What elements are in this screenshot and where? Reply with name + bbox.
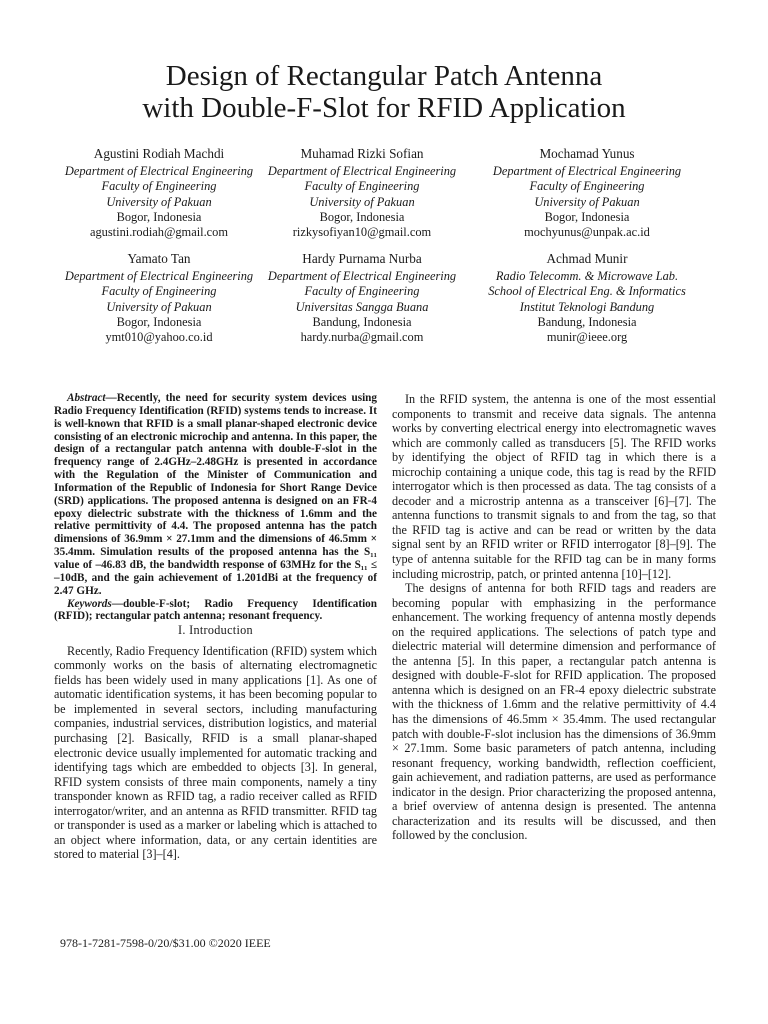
author-name: Hardy Purnama Nurba xyxy=(302,251,422,266)
keywords-label: Keywords xyxy=(67,597,112,610)
author-block xyxy=(247,146,477,240)
body-paragraph: In the RFID system, the antenna is one of the most essential components to transmit and receive data signals. The antenna works by converting electrical energy into electromagnetic waves which are commonly called as transducers [5]. The RFID works by identifying the object of RFID tag in which there is a microchip containing a unique code, this tag is read by the RFID interrogator which is then processed as data. The tag consists of a decoder and a microstrip antenna as a transceiver [6]–[7]. The antenna functions to transmit signals to and from the tag, so that the RFID tag is active and can be read or written by the data signal sent by an RFID writer or RFID interrogator [8]–[9]. The type of antenna suitable for the RFID tag can be in many forms including microstrip, patch, or printed antenna [10]–[12]. xyxy=(392,392,716,581)
author-university: University of Pakuan xyxy=(534,194,640,209)
author-department: Department of Electrical Engineering xyxy=(267,269,457,284)
author-block xyxy=(44,251,274,345)
author-name: Achmad Munir xyxy=(546,251,628,266)
abstract-text: —Recently, the need for security system devices using Radio Frequency Identification (RFID) systems tends to increase. It is well-known that RFID is a small planar-shaped electronic device consisting of an electronic microchip and antenna. In this paper, the design of a rectangular patch antenna with double-F-slot in the frequency range of 2.4GHz–2.48GHz is presented in accordance with the Regulation of the Minister of Communication and Information of the Republic of Indonesia for Short Range Device (SRD) applications. The proposed antenna is designed on an FR-4 epoxy dielectric substrate with the thickness of 1.6mm and the relative permittivity of 4.4. The proposed antenna has the patch dimensions of 36.9mm × 27.1mm and the dimensions of 46.5mm × 35.4mm. Simulation results of the proposed antenna has the S₁₁ value of –46.83 dB, the bandwidth response of 63MHz for the S₁₁ ≤ –10dB, and the gain achievement of 1.201dBi at the frequency of 2.47 GHz. xyxy=(54,392,378,597)
author-faculty: School of Electrical Eng. & Informatics xyxy=(488,284,686,299)
author-email: rizkysofiyan10@gmail.com xyxy=(292,225,432,240)
author-department: Department of Electrical Engineering xyxy=(64,164,254,179)
author-city: Bogor, Indonesia xyxy=(116,314,202,329)
author-email: agustini.rodiah@gmail.com xyxy=(89,225,229,240)
author-university: Institut Teknologi Bandung xyxy=(519,299,655,314)
author-faculty: Faculty of Engineering xyxy=(304,284,420,299)
author-department: Department of Electrical Engineering xyxy=(267,164,457,179)
author-faculty: Faculty of Engineering xyxy=(101,179,217,194)
author-faculty: Faculty of Engineering xyxy=(529,179,645,194)
author-department: Department of Electrical Engineering xyxy=(492,164,682,179)
body-paragraph: The designs of antenna for both RFID tags and readers are becoming popular with emphasizing in the performance enhancement. The working frequency of antenna mostly depends on the required applications. The selections of patch type and dielectric material will determine dimension and performance of the antenna [5]. In this paper, a rectangular patch antenna is designed with double-F-slot for RFID application. The proposed antenna which is designed on an FR-4 epoxy dielectric substrate with the thickness of 1.6mm and the relative permittivity of 4.4 has the dimensions of 46.5mm × 35.4mm. The used rectangular patch with double-F-slot inclusion has the dimensions of 36.9mm × 27.1mm. Some basic parameters of patch antenna, including resonant frequency, working bandwidth, reflection coefficient, gain achievement, and radiation patterns, are used as performance indicator in the design. Prior characterizing the proposed antenna, a brief overview of antenna design is presented. The antenna characterization and its results will be discussed, and then followed by the conclusion. xyxy=(392,581,716,843)
author-name: Yamato Tan xyxy=(127,251,191,266)
author-university: University of Pakuan xyxy=(106,299,212,314)
author-city: Bandung, Indonesia xyxy=(312,314,412,329)
section-heading: I. Introduction xyxy=(178,623,253,638)
author-faculty: Faculty of Engineering xyxy=(304,179,420,194)
author-email: munir@ieee.org xyxy=(546,330,628,345)
intro-paragraph: Recently, Radio Frequency Identification (RFID) system which commonly works on the basis of alternating electromagnetic fields has been widely used in many applications [1]. As one of automatic identification systems, it has been becoming popular to be implemented in several sectors, including manufacturing companies, industrial services, distribution logistics, and material purchasing [2]. Basically, RFID is a small planar-shaped electronic device usually implemented for automatic tracking and identifying tags which are embedded to objects [3]. In general, RFID system consists of three main components, namely a tiny transponder known as RFID tag, a radio receiver called as RFID interrogator/writer, and an antenna as RFID transmitter. RFID tag or transponder is used as a marker or labeling which is attached to an object where information, data, or any certain identities are stored to material [3]–[4]. xyxy=(54,643,377,862)
author-city: Bogor, Indonesia xyxy=(116,209,202,224)
abstract-label: Abstract xyxy=(67,392,106,404)
author-name: Agustini Rodiah Machdi xyxy=(93,146,225,161)
author-name: Muhamad Rizki Sofian xyxy=(300,146,424,161)
author-block xyxy=(44,146,274,240)
left-column xyxy=(54,392,377,862)
author-name: Mochamad Yunus xyxy=(539,146,635,161)
author-block xyxy=(247,251,477,345)
keywords-text: —double-F-slot; Radio Frequency Identification (RFID); rectangular patch antenna; resonant frequency. xyxy=(54,597,377,623)
author-email: ymt010@yahoo.co.id xyxy=(105,330,213,345)
author-city: Bogor, Indonesia xyxy=(544,209,630,224)
author-department: Radio Telecomm. & Microwave Lab. xyxy=(495,269,679,284)
author-university: University of Pakuan xyxy=(106,194,212,209)
abstract xyxy=(54,392,377,598)
author-faculty: Faculty of Engineering xyxy=(101,284,217,299)
paper-title xyxy=(0,60,768,124)
keywords xyxy=(54,598,377,624)
author-university: Universitas Sangga Buana xyxy=(295,299,429,314)
author-block xyxy=(472,146,702,240)
author-city: Bogor, Indonesia xyxy=(319,209,405,224)
author-university: University of Pakuan xyxy=(309,194,415,209)
author-email: hardy.nurba@gmail.com xyxy=(300,330,424,345)
right-column xyxy=(392,392,716,843)
paper-title-line-2: with Double-F-Slot for RFID Application xyxy=(142,92,626,124)
paper-title-line-1: Design of Rectangular Patch Antenna xyxy=(165,60,603,92)
author-city: Bandung, Indonesia xyxy=(537,314,637,329)
copyright-footer: 978-1-7281-7598-0/20/$31.00 ©2020 IEEE xyxy=(60,936,271,950)
author-department: Department of Electrical Engineering xyxy=(64,269,254,284)
author-email: mochyunus@unpak.ac.id xyxy=(524,225,650,240)
author-block xyxy=(472,251,702,345)
